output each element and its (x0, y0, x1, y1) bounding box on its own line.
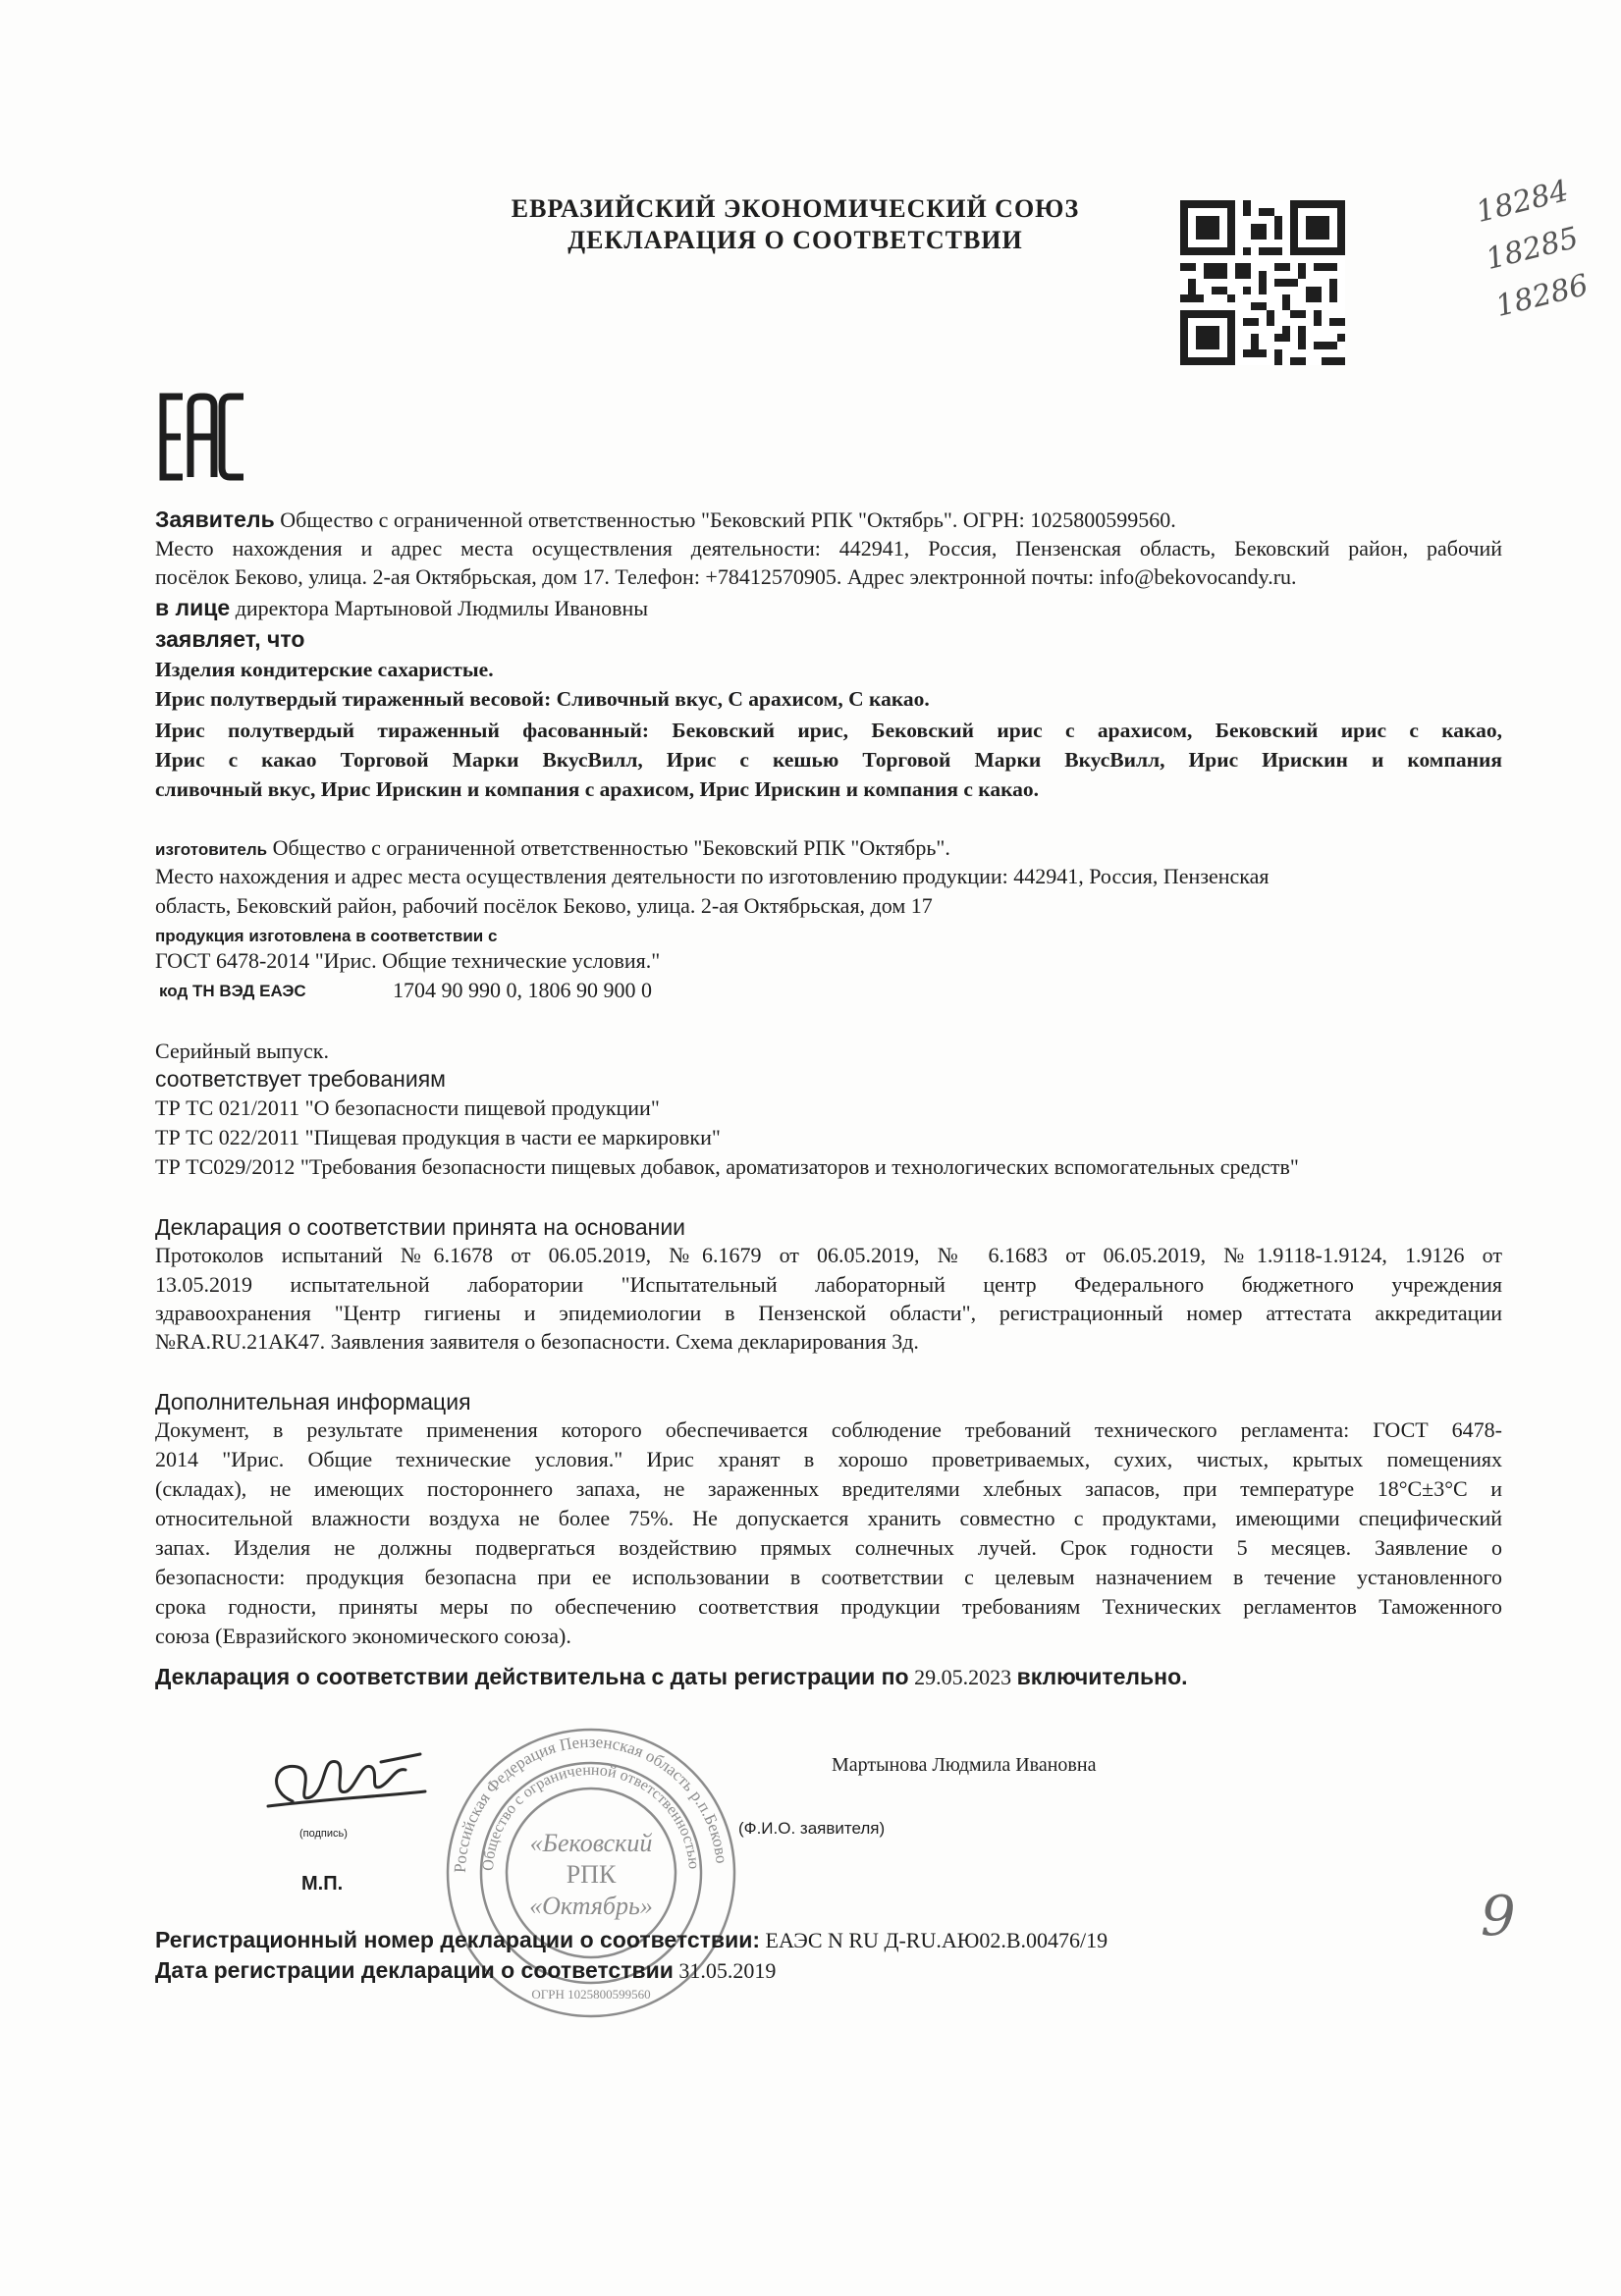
tn-ved-value: 1704 90 990 0, 1806 90 900 0 (393, 978, 652, 1002)
declares-label: заявляет, что (155, 626, 305, 652)
basis-line: Протоколов испытаний №6.1678 от 06.05.2019, №6.1679 от 06.05.2019, № 6.1683 от 06.05.2019, №1.9118-1.9124, 1.9126 от (155, 1243, 1502, 1267)
validity-suffix: включительно. (1016, 1664, 1188, 1689)
basis-label: Декларация о соответствии принята на основании (155, 1214, 686, 1240)
applicant-address-1: Место нахождения и адрес места осуществления деятельности: 442941, Россия, Пензенская область, Бековский район, рабочий (155, 536, 1502, 561)
handwritten-number-2: 18285 (1483, 220, 1583, 277)
standard-text: ГОСТ 6478-2014 "Ирис. Общие технические условия." (155, 948, 661, 973)
margin-note: 9 (1481, 1885, 1516, 1949)
svg-text:РПК: РПК (566, 1860, 617, 1889)
svg-text:«Бековский: «Бековский (529, 1829, 653, 1857)
header-org: ЕВРАЗИЙСКИЙ ЭКОНОМИЧЕСКИЙ СОЮЗ (511, 194, 1080, 223)
applicant-line (155, 506, 1176, 534)
header-doc-type: ДЕКЛАРАЦИЯ О СООТВЕТСТВИИ (567, 226, 1023, 254)
additional-line: союза (Евразийского экономического союза). (155, 1624, 571, 1648)
registration-date-value: 31.05.2019 (678, 1958, 777, 1983)
additional-line: (складах), не имеющих постороннего запаха, не зараженных вредителями хлебных запасов, при температуре 18°С±3°С и (155, 1476, 1502, 1501)
registration-number-value: ЕАЭС N RU Д-RU.АЮ02.В.00476/19 (765, 1928, 1108, 1952)
manufacturer-label: изготовитель (155, 840, 268, 859)
additional-line: относительной влажности воздуха не более 75%. Не допускается хранить совместно с продуктами, имеющими специфический (155, 1506, 1502, 1530)
additional-line: Документ, в результате применения которого обеспечивается соблюдение требований технического регламента: ГОСТ 6478- (155, 1417, 1502, 1442)
qr-code-icon (1180, 200, 1345, 365)
manufacturer-text: Общество с ограниченной ответственностью "Бековский РПК "Октябрь". (272, 835, 950, 860)
applicant-person (155, 594, 648, 622)
signature-icon (263, 1742, 430, 1821)
applicant-label: Заявитель (155, 507, 275, 532)
registration-number-line (155, 1926, 1108, 1954)
person-text: директора Мартыновой Людмилы Ивановны (235, 596, 649, 620)
tn-ved-label: код ТН ВЭД ЕАЭС (159, 982, 306, 1000)
manufacturer-address-1: Место нахождения и адрес места осуществления деятельности по изготовлению продукции: 442941, Россия, Пензенская (155, 864, 1270, 888)
person-label: в лице (155, 595, 231, 620)
additional-label: Дополнительная информация (155, 1389, 471, 1415)
sign-caption: (подпись) (299, 1828, 348, 1840)
additional-line: запах. Изделия не должны подвергаться воздействию прямых солнечных лучей. Срок годности 5 месяцев. Заявление о (155, 1535, 1502, 1560)
registration-date-line (155, 1956, 776, 1985)
additional-line: срока годности, приняты меры по обеспечению соответствия продукции требованиям Технических регламентов Таможенного (155, 1594, 1502, 1619)
additional-line: 2014 "Ирис. Общие технические условия." Ирис хранят в хорошо проветриваемых, сухих, чистых, крытых помещениях (155, 1447, 1502, 1471)
svg-text:Общество с ограниченной ответс: Общество с ограниченной ответственностью (479, 1761, 703, 1872)
product-line-3: Ирис полутвердый тираженный фасованный: Бековский ирис, Бековский ирис с арахисом, Бековский ирис с какао, (155, 719, 1502, 742)
product-line-1: Изделия кондитерские сахаристые. (155, 658, 494, 681)
handwritten-number-1: 18284 (1473, 173, 1573, 230)
additional-line: безопасности: продукция безопасна при ее использовании в соответствии с целевым назначением в течение установленного (155, 1565, 1502, 1589)
requirements-label: соответствует требованиям (155, 1066, 446, 1092)
standard-label: продукция изготовлена в соответствии с (155, 927, 498, 945)
product-line-2: Ирис полутвердый тираженный весовой: Сливочный вкус, С арахисом, С какао. (155, 687, 930, 711)
mp-label: М.П. (301, 1873, 344, 1895)
name-caption: (Ф.И.О. заявителя) (738, 1819, 886, 1838)
registration-number-label: Регистрационный номер декларации о соответствии: (155, 1927, 761, 1952)
product-line-4: Ирис с какао Торговой Марки ВкусВилл, Ирис с кешью Торговой Марки ВкусВилл, Ирис Ирискин и компания (155, 748, 1502, 772)
release-text: Серийный выпуск. (155, 1039, 329, 1063)
handwritten-number-3: 18286 (1492, 267, 1593, 324)
registration-date-label: Дата регистрации декларации о соответствии (155, 1957, 674, 1983)
applicant-address-2: посёлок Беково, улица. 2-ая Октябрьская, дом 17. Телефон: +78412570905. Адрес электронной почты: info@bekovocandy.ru. (155, 564, 1297, 589)
requirement-item: ТР ТС 022/2011 "Пищевая продукция в части ее маркировки" (155, 1125, 721, 1149)
manufacturer-address-2: область, Бековский район, рабочий посёлок Беково, улица. 2-ая Октябрьская, дом 17 (155, 893, 933, 918)
validity-date: 29.05.2023 (914, 1665, 1012, 1689)
svg-text:Российская Федерация Пензенска: Российская Федерация Пензенская область р.п.Беково (450, 1732, 731, 1874)
basis-line: здравоохранения "Центр гигиены и эпидемиологии в Пензенской области", регистрационный номер аттестата аккредитации (155, 1301, 1502, 1325)
basis-line: №RA.RU.21АК47. Заявления заявителя о безопасности. Схема декларирования 3д. (155, 1329, 919, 1354)
svg-text:«Октябрь»: «Октябрь» (529, 1892, 653, 1920)
signatory-name: Мартынова Людмила Ивановна (832, 1754, 1097, 1776)
basis-line: 13.05.2019 испытательной лаборатории "Испытательный лабораторный центр Федерального бюджетного учреждения (155, 1272, 1502, 1297)
eac-mark-icon (157, 393, 247, 481)
validity-prefix: Декларация о соответствии действительна с даты регистрации по (155, 1664, 909, 1689)
validity-line (155, 1663, 1188, 1691)
product-line-5: сливочный вкус, Ирис Ирискин и компания с арахисом, Ирис Ирискин и компания с какао. (155, 777, 1040, 801)
svg-text:ОГРН 1025800599560: ОГРН 1025800599560 (531, 1987, 651, 2002)
requirement-item: ТР ТС 021/2011 "О безопасности пищевой продукции" (155, 1095, 660, 1120)
manufacturer-line (155, 834, 950, 864)
requirement-item: ТР ТС029/2012 "Требования безопасности пищевых добавок, ароматизаторов и технологических вспомогательных средств" (155, 1154, 1299, 1179)
applicant-text: Общество с ограниченной ответственностью "Бековский РПК "Октябрь". ОГРН: 1025800599560. (280, 507, 1176, 532)
